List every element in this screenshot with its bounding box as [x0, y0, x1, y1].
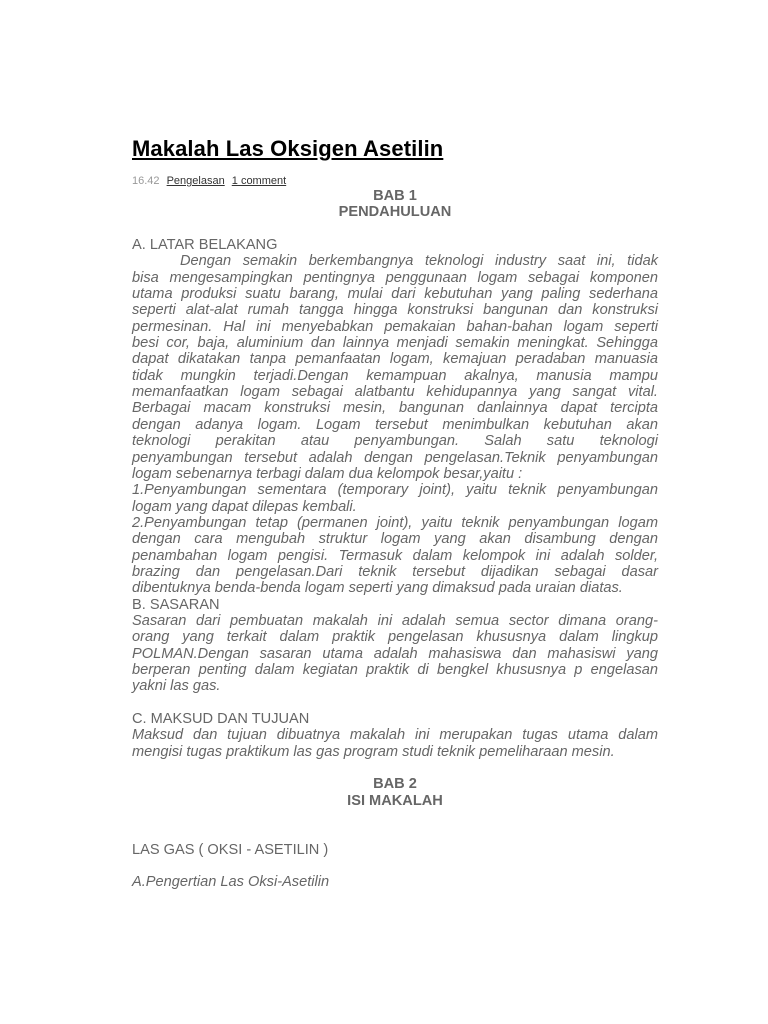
text-line: logam yang dapat dilepas kembali. [132, 498, 357, 515]
text-line: berperan penting dalam kegiatan praktik di bengkel khususnya p engelasan [132, 661, 658, 678]
text-line: dibentuknya benda-benda logam seperti yang dimaksud pada uraian diatas. [132, 580, 623, 597]
post-meta [132, 175, 286, 187]
bab2-title: ISI MAKALAH [347, 792, 443, 809]
text-line: POLMAN.Dengan sasaran utama adalah mahasiswa dan mahasiswi yang [132, 645, 658, 662]
bab1-label: BAB 1 [373, 188, 417, 204]
category-link[interactable]: Pengelasan [166, 175, 225, 187]
text-line: brazing dan pengelasan.Dari teknik tersebut dijadikan sebagai dasar [132, 563, 658, 580]
text-line: tidak mungkin terjadi.Dengan kemampuan akalnya, manusia mampu [132, 367, 658, 384]
section-b-heading: B. SASARAN [132, 596, 220, 613]
post-body [132, 188, 658, 891]
text-line: Dengan semakin berkembangnya teknologi industry saat ini, tidak [180, 253, 658, 270]
text-line: yakni las gas. [132, 678, 221, 695]
bab2-label: BAB 2 [373, 776, 417, 793]
text-line: dengan cara mengubah struktur logam yang akan disambung dengan [132, 531, 658, 548]
las-gas-heading: LAS GAS ( OKSI - ASETILIN ) [132, 841, 329, 858]
section-a-heading: A. LATAR BELAKANG [132, 237, 278, 254]
text-line: orang yang terkait dalam praktik pengelasan khususnya dalam lingkup [132, 629, 658, 646]
text-line: 1.Penyambungan sementara (temporary joint), yaitu teknik penyambungan [132, 482, 658, 499]
text-line: penambahan logam pengisi. Termasuk dalam kelompok ini adalah solder, [132, 547, 658, 564]
text-line: Berbagai macam konstruksi mesin, bangunan danlainnya dapat tercipta [132, 400, 658, 417]
text-line: 2.Penyambungan tetap (permanen joint), yaitu teknik penyambungan logam [132, 514, 658, 531]
text-line: dengan adanya logam. Logam tersebut menimbulkan kebutuhan akan [132, 416, 658, 433]
bab1-title: PENDAHULUAN [338, 204, 452, 221]
text-line: besi cor, baja, aluminium dan lainnya menjadi semakin meningkat. Sehingga [132, 335, 658, 352]
text-line: mengisi tugas praktikum las gas program studi teknik pemeliharaan mesin. [132, 743, 615, 760]
text-line: logam sebenarnya terbagi dalam dua kelompok besar,yaitu : [132, 465, 523, 482]
text-line: Maksud dan tujuan dibuatnya makalah ini merupakan tugas utama dalam [132, 727, 658, 744]
section-c-text [132, 727, 658, 760]
text-line: teknologi perakitan atau penyambungan. Salah satu teknologi [132, 433, 658, 450]
text-line: permesinan. Hal ini menyebabkan pemakaian bahan-bahan logam seperti [132, 318, 658, 335]
text-line: Sasaran dari pembuatan makalah ini adalah semua sector dimana orang- [132, 612, 658, 629]
post-time: 16.42 [132, 175, 160, 187]
text-line: bisa mengesampingkan pentingnya penggunaan logam sebagai komponen [132, 269, 658, 286]
comments-link[interactable]: 1 comment [231, 175, 287, 187]
text-line: memanfaatkan logam sebagai alatbantu kehidupannya yang sangat vital. [132, 384, 658, 401]
subheading: A.Pengertian Las Oksi-Asetilin [132, 874, 330, 891]
section-a-text [132, 253, 658, 596]
section-b-text [132, 613, 658, 695]
text-line: utama produksi suatu barang, mulai dari kebutuhan yang paling sederhana [132, 286, 658, 303]
section-c-heading: C. MAKSUD DAN TUJUAN [132, 711, 310, 727]
text-line: penyambungan tersebut adalah dengan pengelasan.Teknik penyambungan [132, 449, 658, 466]
text-line: seperti alat-alat rumah tangga hingga konstruksi bangunan dan konstruksi [132, 302, 658, 319]
post-title[interactable]: Makalah Las Oksigen Asetilin [132, 136, 444, 161]
text-line: dapat dikatakan tanpa pemanfaatan logam, kemajuan peradaban manuasia [132, 351, 658, 368]
